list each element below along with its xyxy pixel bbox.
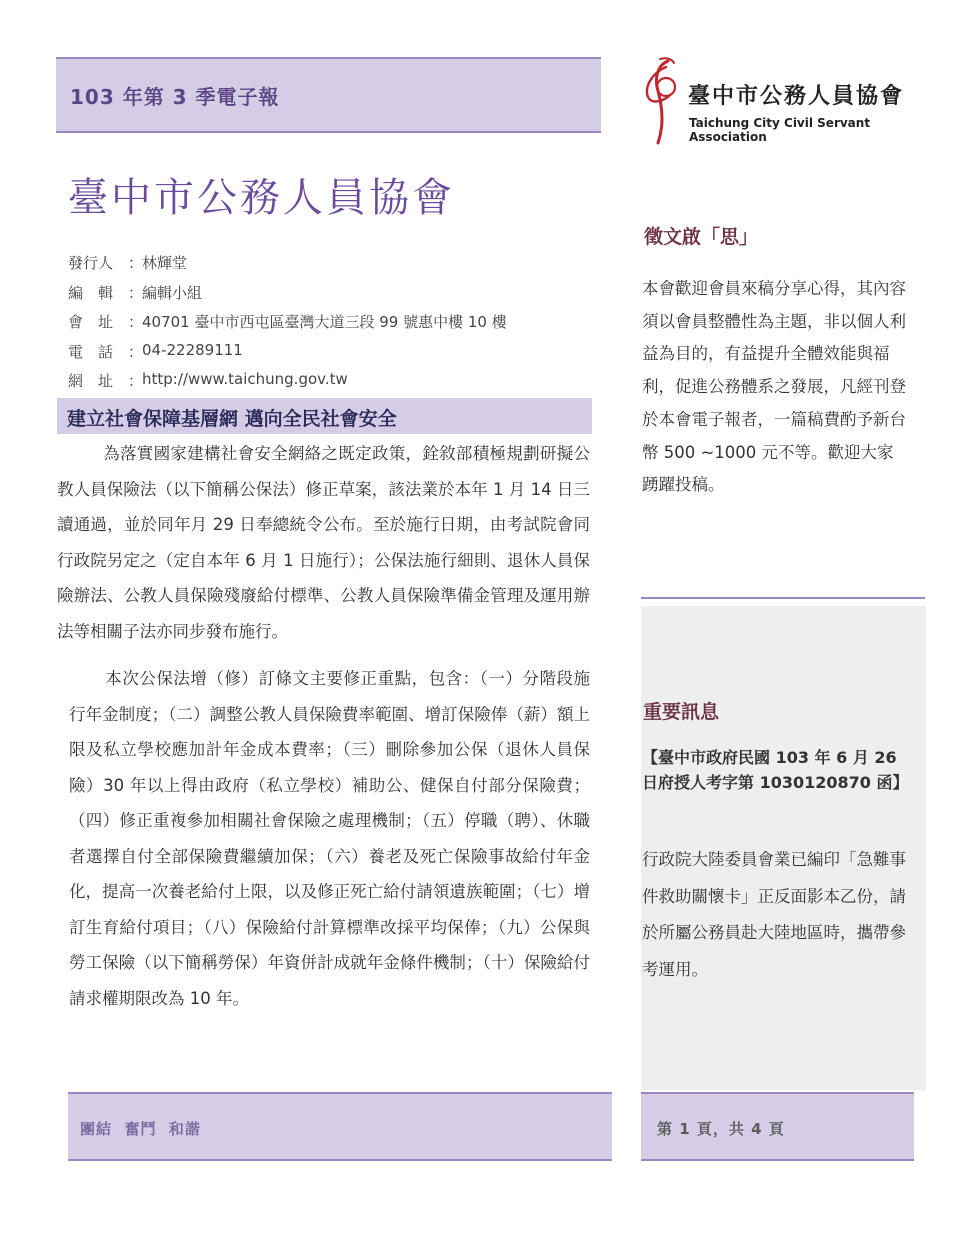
association-emblem-icon: [640, 55, 686, 145]
masthead: [68, 252, 507, 400]
masthead-label: 會 址: [68, 313, 114, 332]
notice-title: 【臺中市政府民國 103 年 6 月 26 日府授人考字第 1030120870 函】: [642, 748, 909, 792]
issue-banner: [56, 57, 601, 133]
logo-english-name: Taichung City Civil Servant Association: [689, 116, 871, 144]
association-logo: [640, 55, 925, 145]
page-number: 第 1 頁，共 4 頁: [657, 1120, 785, 1138]
footer-page-bar: [641, 1092, 914, 1161]
article-body: [57, 436, 590, 1016]
masthead-label: 發行人: [68, 254, 114, 272]
notice-body: 行政院大陸委員會業已編印「急難事件救助關懷卡」正反面影本乙份，請於所屬公務員赴大陸地區時，攜帶參考運用。: [642, 850, 906, 979]
footer-motto-bar: [68, 1092, 612, 1161]
masthead-row: 電 話 ： 04-22289111: [68, 341, 507, 371]
masthead-value: 04-22289111: [142, 340, 243, 359]
masthead-row: 編 輯 ： 編輯小組: [68, 282, 507, 312]
call-for-submissions-heading: 徵文啟「思」: [644, 226, 759, 248]
page-title: 臺中市公務人員協會: [68, 175, 455, 221]
important-news-heading: 重要訊息: [643, 701, 720, 723]
call-for-submissions-body: 本會歡迎會員來稿分享心得，其內容須以會員整體性為主題，非以個人利益為目的，有益提升全體效能與福利，促進公務體系之發展，凡經刊登於本會電子報者，一篇稿費酌予新台幣 500 ~1000 元不等。歡迎大家踴躍投稿。: [642, 279, 906, 495]
website-link[interactable]: http://www.taichung.gov.tw: [142, 370, 348, 389]
masthead-row: 發行人 ： 林輝堂: [68, 252, 507, 282]
issue-title: 103 年第 3 季電子報: [70, 85, 280, 109]
article-heading: 建立社會保障基層網 邁向全民社會安全: [67, 408, 397, 430]
article-heading-bar: [57, 398, 592, 434]
article-paragraph: 本次公保法增（修）訂條文主要修正重點，包含：（一）分階段施行年金制度；（二）調整公教人員保險費率範圍、增訂保險俸（薪）額上限及私立學校應加計年金成本費率；（三）刪除參加公保（退休人員保險）30 年以上得由政府（私立學校）補助公、健保自付部分保險費；（四）修正重複參加相關社會保險之處理機制；（五）停職（聘）、休職者選擇自付全部保險費繼續加保；（六）養老及死亡保險事故給付年金化，提高一次養老給付上限，以及修正死亡給付請領遺族範圍；（七）增訂生育給付項目；（八）保險給付計算標準改採平均保俸；（九）公保與勞工保險（以下簡稱勞保）年資併計成就年金條件機制；（十）保險給付請求權期限改為 10 年。: [69, 669, 590, 1008]
masthead-row: 會 址 ： 40701 臺中市西屯區臺灣大道三段 99 號惠中樓 10 樓: [68, 311, 507, 341]
masthead-row: 網 址 ： http://www.taichung.gov.tw: [68, 370, 507, 400]
logo-name: 臺中市公務人員協會: [688, 83, 905, 109]
footer-motto: 團結 奮鬥 和諧: [80, 1120, 201, 1138]
sidebar-divider: [641, 597, 925, 599]
masthead-value: 40701 臺中市西屯區臺灣大道三段 99 號惠中樓 10 樓: [142, 313, 507, 332]
masthead-label: 網 址: [68, 372, 114, 391]
masthead-value: 林輝堂: [142, 254, 188, 272]
masthead-label: 編 輯: [68, 283, 114, 302]
masthead-value: 編輯小組: [142, 283, 203, 302]
masthead-label: 電 話: [68, 342, 114, 361]
article-paragraph: 為落實國家建構社會安全網絡之既定政策，銓敘部積極規劃研擬公教人員保險法（以下簡稱公保法）修正草案，該法業於本年 1 月 14 日三讀通過，並於同年月 29 日奉總統令公布。至於施行日期，由考試院會同行政院另定之（定自本年 6 月 1 日施行）；公保法施行細則、退休人員保險辦法、公教人員保險殘廢給付標準、公教人員保險準備金管理及運用辦法等相關子法亦同步發布施行。: [57, 444, 590, 641]
